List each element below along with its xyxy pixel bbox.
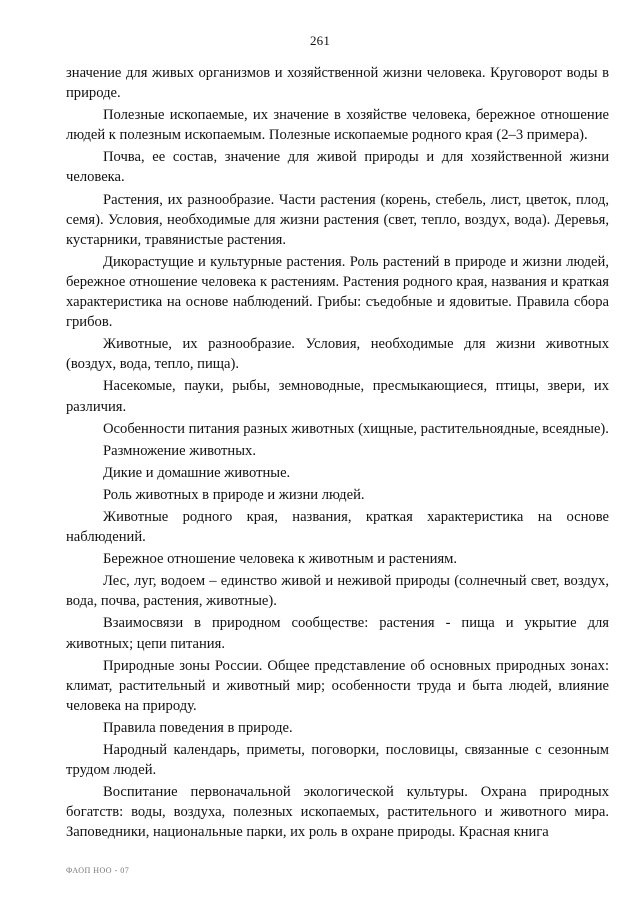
paragraph: Дикорастущие и культурные растения. Роль растений в природе и жизни людей, бережное отношение человека к растениям. Растения родного края, названия и краткая характеристика на основе наблюдений. Грибы: съедобные и ядовитые. Правила сбора грибов. xyxy=(66,253,609,331)
paragraph: Почва, ее состав, значение для живой природы и для хозяйственной жизни человека. xyxy=(66,149,609,186)
paragraph: Растения, их разнообразие. Части растения (корень, стебель, лист, цветок, плод, семя). Условия, необходимые для жизни растения (свет, тепло, воздух, вода). Деревья, кустарники, травянистые растения. xyxy=(66,191,609,248)
paragraph: Насекомые, пауки, рыбы, земноводные, пресмыкающиеся, птицы, звери, их различия. xyxy=(66,378,609,415)
paragraph: Дикие и домашние животные. xyxy=(103,464,291,481)
paragraph: Правила поведения в природе. xyxy=(103,719,293,736)
paragraph: Размножение животных. xyxy=(103,442,256,459)
page-number: 261 xyxy=(309,33,331,48)
paragraph: Воспитание первоначальной экологической культуры. Охрана природных богатств: воды, воздуха, полезных ископаемых, растительного и животного мира. Заповедники, национальные парки, их роль в охране природы. Красная книга xyxy=(66,784,609,841)
footer-stamp: ФАОП НОО - 07 xyxy=(66,866,130,875)
paragraph: Животные, их разнообразие. Условия, необходимые для жизни животных (воздух, вода, тепло, пища). xyxy=(66,336,609,373)
paragraph: Лес, луг, водоем – единство живой и неживой природы (солнечный свет, воздух, вода, почва, растения, животные). xyxy=(66,573,609,610)
paragraph: Животные родного края, названия, краткая характеристика на основе наблюдений. xyxy=(66,508,609,546)
paragraph: Роль животных в природе и жизни людей. xyxy=(103,486,365,503)
paragraph: значение для живых организмов и хозяйственной жизни человека. Круговорот воды в природе. xyxy=(66,65,609,102)
paragraph: Особенности питания разных животных (хищные, растительноядные, всеядные). xyxy=(103,420,609,437)
paragraph: Взаимосвязи в природном сообществе: растения - пища и укрытие для животных; цепи питания. xyxy=(66,615,609,652)
paragraph: Народный календарь, приметы, поговорки, пословицы, связанные с сезонным трудом людей. xyxy=(66,742,609,779)
paragraph: Бережное отношение человека к животным и растениям. xyxy=(103,551,458,568)
paragraph: Природные зоны России. Общее представление об основных природных зонах: климат, растительный и животный мир; особенности труда и быта людей, влияние человека на природу. xyxy=(66,657,609,714)
document-body xyxy=(66,63,609,844)
paragraph: Полезные ископаемые, их значение в хозяйстве человека, бережное отношение людей к полезным ископаемым. Полезные ископаемые родного края (2–3 примера). xyxy=(66,107,609,144)
